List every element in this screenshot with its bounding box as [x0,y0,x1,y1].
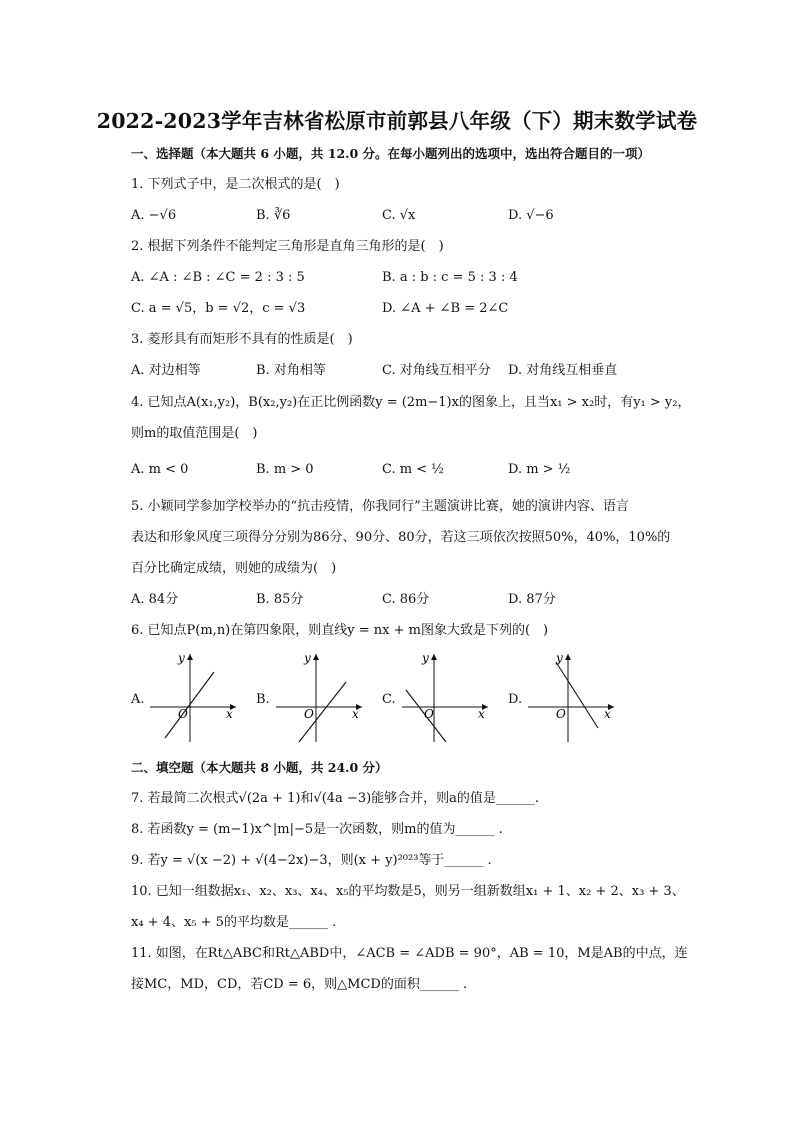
q2-option-a: A. ∠A : ∠B : ∠C = 2 : 3 : 5 [131,270,305,285]
q2-option-c: C. a = √5，b = √2，c = √3 [131,301,306,316]
x-axis-label: x [604,707,611,721]
q6-option-c-label: C. [382,692,396,707]
x-axis-label: x [352,707,359,721]
q4-option-c: C. m < ½ [382,462,444,477]
q3-option-b: B. 对角相等 [256,363,326,378]
q4-option-d: D. m > ½ [508,462,571,477]
y-axis-label: y [556,651,563,665]
question-7: 7. 若最简二次根式√(2a + 1)和√(4a −3)能够合并，则a的值是______. [131,791,540,806]
q3-option-c: C. 对角线互相平分 [382,363,491,378]
q5-option-d: D. 87分 [508,592,556,607]
question-5-stem-cont: 表达和形象风度三项得分分别为86分、90分、80分，若这三项依次按照50%，40%，10%的 [131,530,671,545]
origin-label: O [556,707,566,721]
y-axis-label: y [178,651,185,665]
question-5-stem-cont2: 百分比确定成绩，则她的成绩为( ) [131,561,337,576]
q5-option-a: A. 84分 [131,592,179,607]
origin-label: O [424,707,434,721]
page-title: 2022-2023学年吉林省松原市前郭县八年级（下）期末数学试卷 [96,109,698,133]
q4-option-b: B. m > 0 [256,462,314,477]
question-10-line-1: 10. 已知一组数据x₁、x₂、x₃、x₄、x₅的平均数是5，则另一组新数组x₁ + 1、x₂ + 2、x₃ + 3、 [131,884,685,899]
question-11-line-2: 接MC，MD，CD，若CD = 6，则△MCD的面积______ . [131,977,468,992]
question-8: 8. 若函数y = (m−1)x^|m|−5是一次函数，则m的值为______ . [131,822,503,837]
q6-option-d-label: D. [508,692,523,707]
x-axis-label: x [226,707,233,721]
q2-option-b: B. a : b : c = 5 : 3 : 4 [382,270,518,285]
q3-option-d: D. 对角线互相垂直 [508,363,618,378]
question-3-stem: 3. 菱形具有而矩形不具有的性质是( ) [131,332,353,347]
q3-option-a: A. 对边相等 [131,363,201,378]
q6-graph-a [148,648,240,744]
y-axis-label: y [304,651,311,665]
question-6-stem: 6. 已知点P(m,n)在第四象限，则直线y = nx + m图象大致是下列的( ) [131,623,549,638]
question-1-stem: 1. 下列式子中，是二次根式的是( ) [131,177,340,192]
origin-label: O [178,707,188,721]
q2-option-d: D. ∠A + ∠B = 2∠C [382,301,509,316]
q1-option-b: B. ∛6 [256,208,291,223]
y-axis-label: y [422,651,429,665]
question-10-line-2: x₄ + 4、x₅ + 5的平均数是______ . [131,915,337,930]
q1-option-c: C. √x [382,208,416,223]
q4-option-a: A. m < 0 [131,462,189,477]
q6-graph-b [274,648,366,744]
q1-option-a: A. −√6 [131,208,177,223]
section-heading-choice: 一、选择题（本大题共 6 小题，共 12.0 分。在每小题列出的选项中，选出符合题目的一项） [131,146,651,161]
q6-graph-c [400,648,492,744]
q6-graph-d [526,648,618,744]
q1-option-d: D. √−6 [508,208,554,223]
question-9: 9. 若y = √(x −2) + √(4−2x)−3，则(x + y)²⁰²³等于______ . [131,853,492,868]
q6-option-b-label: B. [256,692,270,707]
question-5-stem: 5. 小颖同学参加学校举办的“抗击疫情，你我同行”主题演讲比赛，她的演讲内容、语言 [131,499,629,514]
question-4-stem-cont: 则m的取值范围是( ) [131,426,258,441]
origin-label: O [304,707,314,721]
question-11-line-1: 11. 如图，在Rt△ABC和Rt△ABD中，∠ACB = ∠ADB = 90°，AB = 10，M是AB的中点，连 [131,946,688,961]
q6-option-a-label: A. [131,692,145,707]
x-axis-label: x [478,707,485,721]
q5-option-b: B. 85分 [256,592,304,607]
question-2-stem: 2. 根据下列条件不能判定三角形是直角三角形的是( ) [131,239,444,254]
section-heading-fill: 二、填空题（本大题共 8 小题，共 24.0 分） [131,760,388,775]
q5-option-c: C. 86分 [382,592,430,607]
question-4-stem: 4. 已知点A(x₁,y₂)，B(x₂,y₂)在正比例函数y = (2m−1)x的图象上，且当x₁ > x₂时，有y₁ > y₂， [131,395,691,410]
